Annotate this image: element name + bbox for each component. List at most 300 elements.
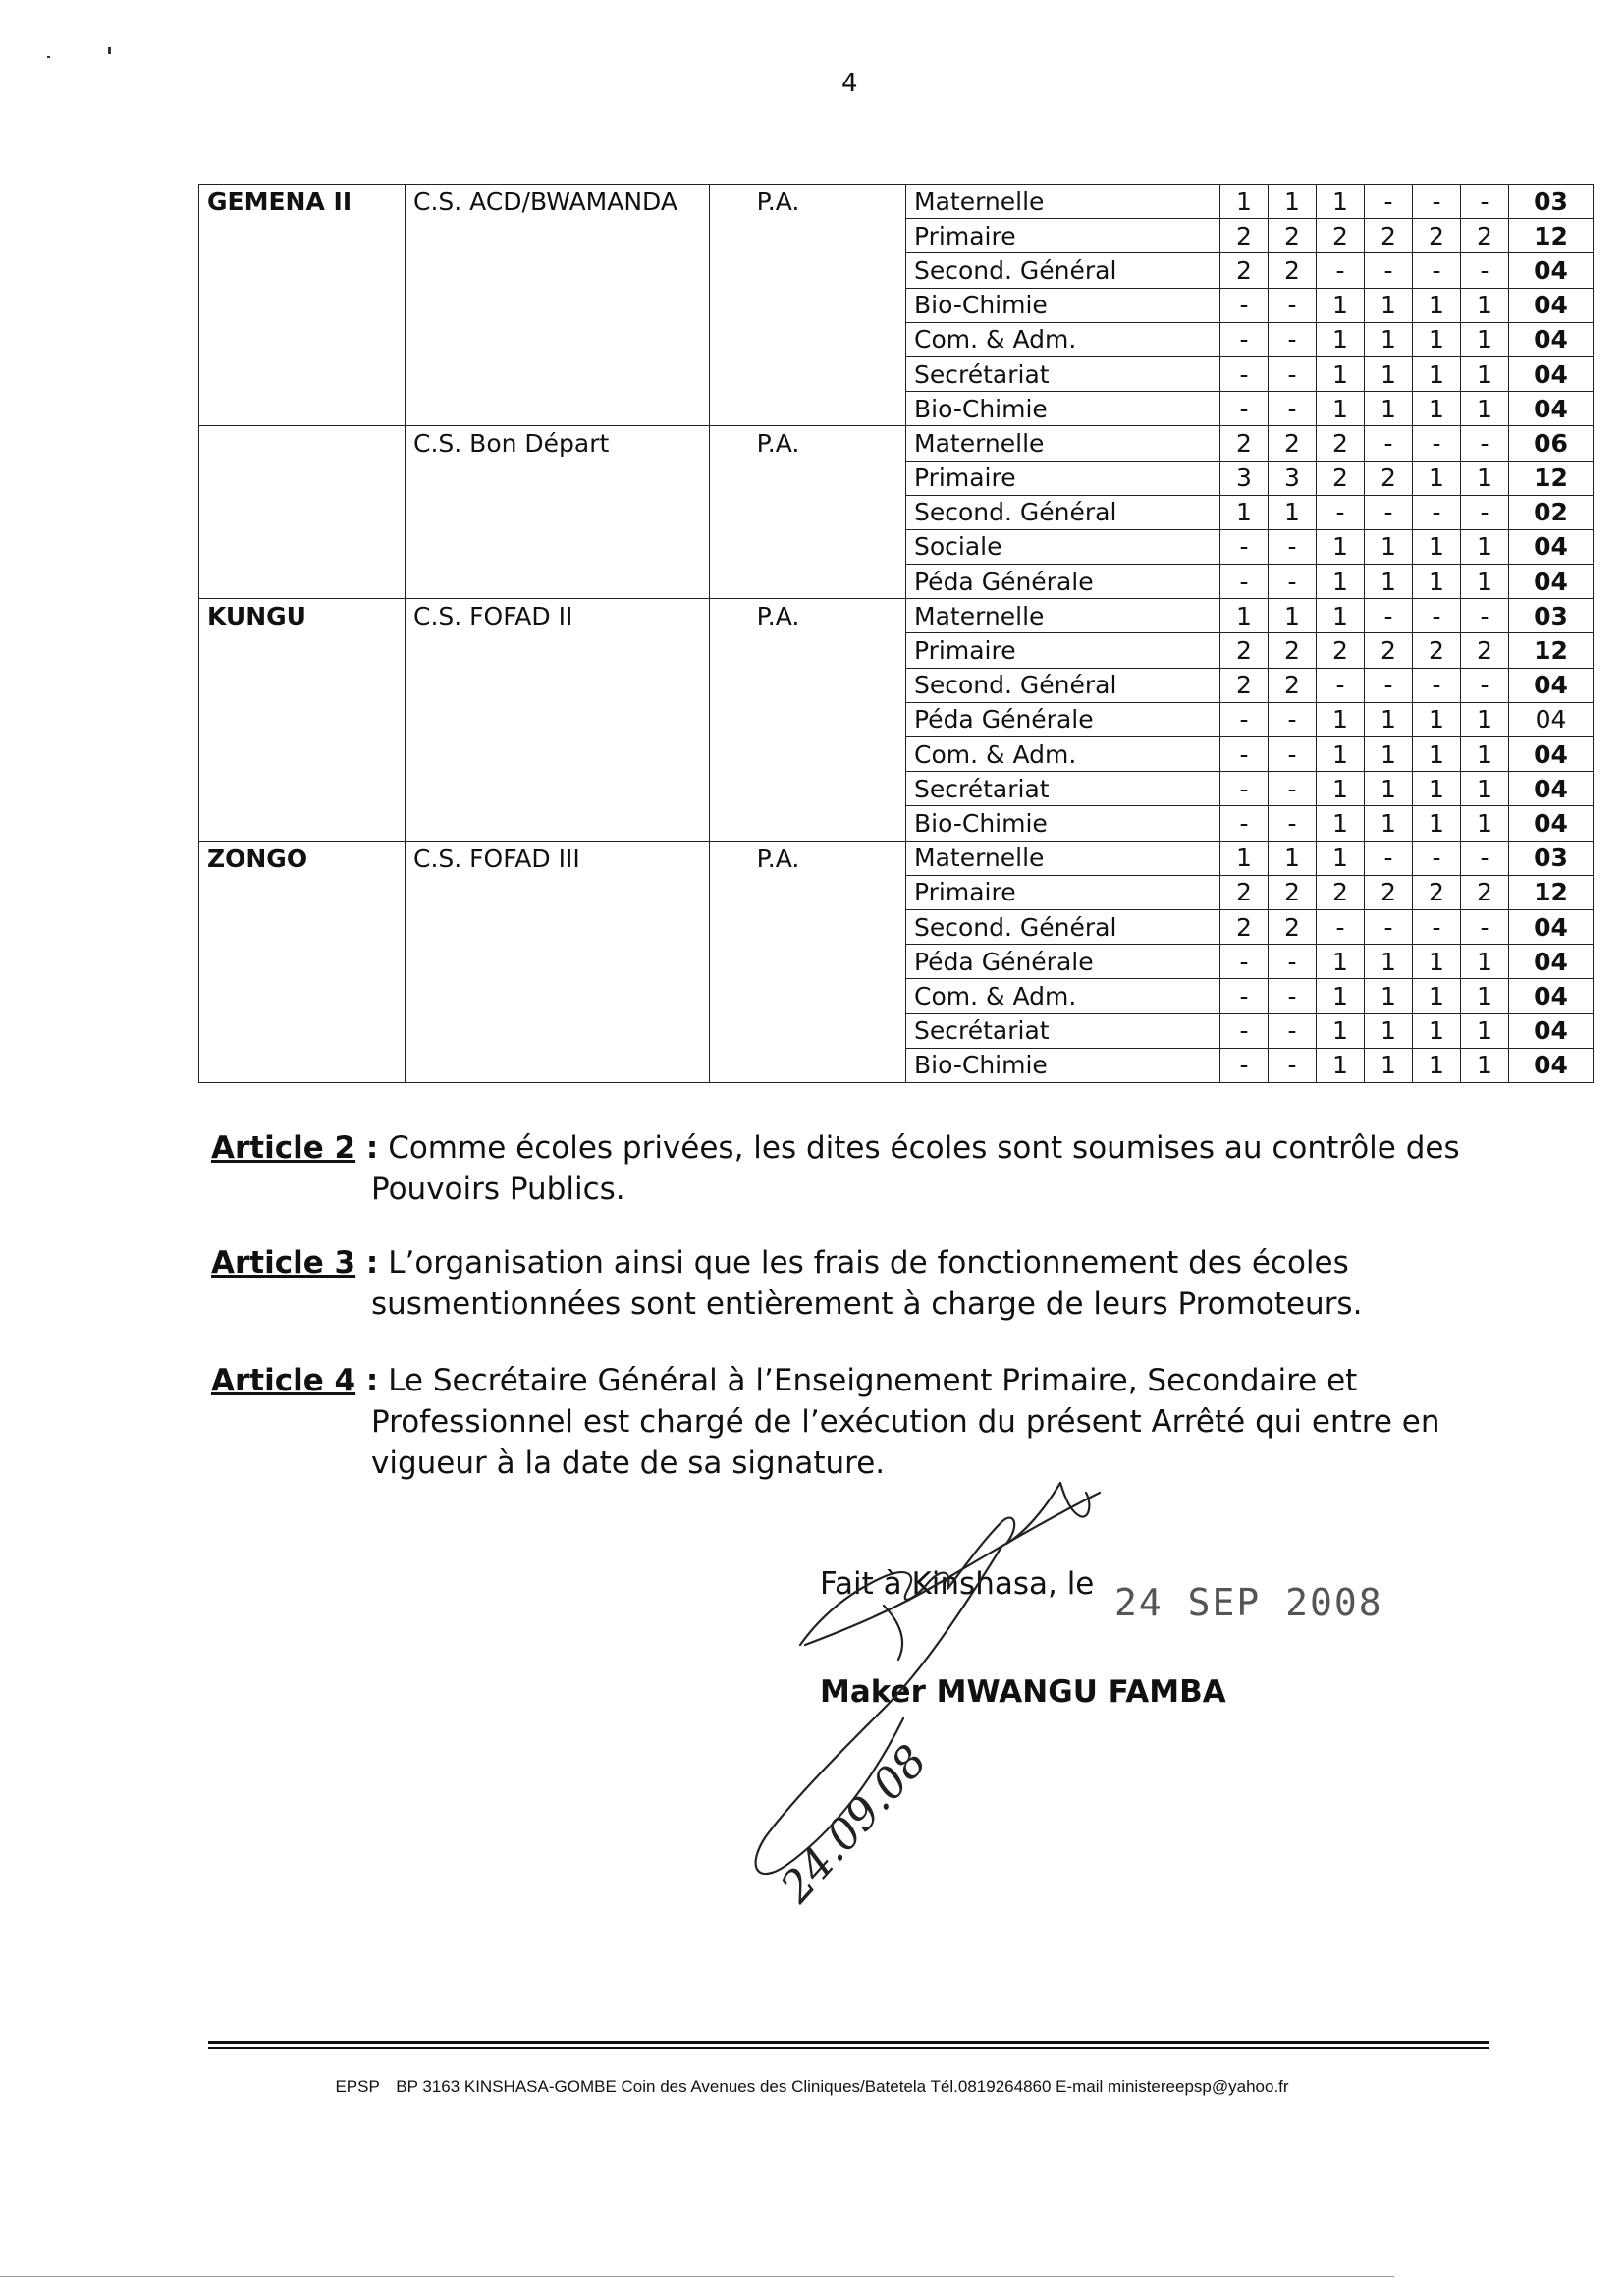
status-cell: P.A. (710, 841, 906, 875)
count-cell: 1 (1317, 1048, 1365, 1082)
status-cell (710, 737, 906, 772)
status-cell (710, 461, 906, 495)
count-cell: 1 (1413, 737, 1461, 772)
section-cell: Sociale (906, 529, 1220, 564)
count-cell: 1 (1317, 979, 1365, 1013)
footer (0, 2077, 1624, 2097)
count-cell: 1 (1413, 461, 1461, 495)
zone-cell (199, 529, 406, 564)
count-cell: - (1461, 909, 1509, 944)
section-cell: Primaire (906, 633, 1220, 668)
count-cell: 2 (1365, 633, 1413, 668)
count-cell: 1 (1365, 356, 1413, 391)
count-cell: - (1269, 356, 1317, 391)
count-cell: 2 (1220, 668, 1269, 702)
table-row (199, 599, 1594, 633)
signatory-name: Maker MWANGU FAMBA (820, 1674, 1226, 1710)
footer-address: BP 3163 KINSHASA-GOMBE Coin des Avenues des Cliniques/Batetela Tél.0819264860 E-mail ministereepsp@yahoo.fr (396, 2077, 1289, 2096)
zone-cell (199, 702, 406, 736)
zone-cell (199, 737, 406, 772)
count-cell: - (1269, 806, 1317, 841)
school-cell (406, 979, 710, 1013)
school-cell (406, 875, 710, 909)
count-cell: - (1269, 392, 1317, 426)
status-cell (710, 702, 906, 736)
school-cell (406, 668, 710, 702)
count-cell: 1 (1461, 322, 1509, 356)
count-cell: - (1461, 495, 1509, 529)
count-cell: 2 (1461, 633, 1509, 668)
table-row (199, 253, 1594, 288)
count-cell: - (1461, 668, 1509, 702)
section-cell: Péda Générale (906, 565, 1220, 599)
count-cell: - (1269, 1048, 1317, 1082)
count-cell: 2 (1413, 219, 1461, 253)
section-cell: Bio-Chimie (906, 288, 1220, 322)
total-cell: 04 (1509, 945, 1594, 979)
school-cell (406, 945, 710, 979)
table-row (199, 737, 1594, 772)
count-cell: 2 (1220, 875, 1269, 909)
count-cell: 2 (1413, 875, 1461, 909)
section-cell: Second. Général (906, 495, 1220, 529)
footer-rule (208, 2047, 1489, 2049)
zone-cell (199, 426, 406, 461)
total-cell: 12 (1509, 875, 1594, 909)
count-cell: 1 (1461, 945, 1509, 979)
zone-cell (199, 461, 406, 495)
schools-table (198, 184, 1594, 1083)
count-cell: - (1413, 426, 1461, 461)
count-cell: 2 (1220, 219, 1269, 253)
zone-cell (199, 392, 406, 426)
status-cell (710, 322, 906, 356)
school-cell: C.S. Bon Départ (406, 426, 710, 461)
count-cell: 1 (1413, 772, 1461, 806)
count-cell: - (1269, 737, 1317, 772)
count-cell: - (1413, 668, 1461, 702)
handwritten-signature (707, 1473, 1257, 1984)
count-cell: 1 (1413, 288, 1461, 322)
total-cell: 04 (1509, 529, 1594, 564)
table-row (199, 426, 1594, 461)
zone-cell: ZONGO (199, 841, 406, 875)
article-text: Le Secrétaire Général à l’Enseignement Primaire, Secondaire et (388, 1363, 1358, 1398)
count-cell: 2 (1269, 875, 1317, 909)
count-cell: 1 (1220, 841, 1269, 875)
count-cell: 1 (1461, 806, 1509, 841)
school-cell (406, 737, 710, 772)
count-cell: 1 (1461, 772, 1509, 806)
status-cell (710, 633, 906, 668)
count-cell: 2 (1365, 461, 1413, 495)
school-cell: C.S. FOFAD III (406, 841, 710, 875)
count-cell: 3 (1269, 461, 1317, 495)
zone-cell (199, 495, 406, 529)
status-cell (710, 945, 906, 979)
count-cell: - (1220, 1048, 1269, 1082)
school-cell (406, 1048, 710, 1082)
section-cell: Com. & Adm. (906, 737, 1220, 772)
table-row (199, 702, 1594, 736)
school-cell (406, 322, 710, 356)
zone-cell (199, 219, 406, 253)
count-cell: 1 (1413, 806, 1461, 841)
total-cell: 06 (1509, 426, 1594, 461)
zone-cell: GEMENA II (199, 185, 406, 219)
count-cell: - (1461, 599, 1509, 633)
count-cell: - (1269, 945, 1317, 979)
count-cell: - (1220, 392, 1269, 426)
article-text: Pouvoirs Publics. (371, 1172, 625, 1207)
count-cell: - (1269, 322, 1317, 356)
status-cell (710, 529, 906, 564)
total-cell: 04 (1509, 392, 1594, 426)
count-cell: 1 (1365, 392, 1413, 426)
school-cell (406, 1013, 710, 1048)
section-cell: Bio-Chimie (906, 392, 1220, 426)
zone-cell (199, 875, 406, 909)
article-text: L’organisation ainsi que les frais de fonctionnement des écoles (388, 1245, 1349, 1281)
status-cell (710, 806, 906, 841)
table-row (199, 185, 1594, 219)
count-cell: 2 (1461, 219, 1509, 253)
count-cell: - (1413, 253, 1461, 288)
count-cell: 1 (1413, 322, 1461, 356)
count-cell: - (1317, 668, 1365, 702)
total-cell: 12 (1509, 633, 1594, 668)
count-cell: 1 (1317, 1013, 1365, 1048)
footer-rule (208, 2041, 1489, 2044)
count-cell: 1 (1413, 392, 1461, 426)
status-cell (710, 1013, 906, 1048)
section-cell: Maternelle (906, 841, 1220, 875)
table-row (199, 806, 1594, 841)
count-cell: - (1220, 806, 1269, 841)
section-cell: Secrétariat (906, 356, 1220, 391)
table-row (199, 772, 1594, 806)
status-cell (710, 1048, 906, 1082)
count-cell: 1 (1365, 322, 1413, 356)
count-cell: 2 (1220, 633, 1269, 668)
count-cell: - (1220, 979, 1269, 1013)
count-cell: - (1413, 841, 1461, 875)
zone-cell (199, 1013, 406, 1048)
count-cell: 1 (1317, 322, 1365, 356)
article-colon: : (355, 1363, 379, 1398)
total-cell: 04 (1509, 1013, 1594, 1048)
count-cell: 1 (1413, 565, 1461, 599)
count-cell: 1 (1461, 1013, 1509, 1048)
count-cell: 2 (1220, 253, 1269, 288)
count-cell: 2 (1269, 633, 1317, 668)
article-text: Comme écoles privées, les dites écoles sont soumises au contrôle des (388, 1130, 1460, 1166)
count-cell: 1 (1461, 1048, 1509, 1082)
count-cell: 1 (1365, 565, 1413, 599)
total-cell: 04 (1509, 253, 1594, 288)
total-cell: 04 (1509, 1048, 1594, 1082)
count-cell: - (1269, 702, 1317, 736)
school-cell (406, 806, 710, 841)
count-cell: 1 (1317, 599, 1365, 633)
count-cell: - (1220, 322, 1269, 356)
count-cell: 1 (1461, 979, 1509, 1013)
total-cell: 04 (1509, 322, 1594, 356)
article-text: Professionnel est chargé de l’exécution du présent Arrêté qui entre en (371, 1404, 1440, 1440)
section-cell: Bio-Chimie (906, 1048, 1220, 1082)
school-cell (406, 772, 710, 806)
status-cell (710, 356, 906, 391)
footer-org: EPSP (335, 2077, 380, 2096)
section-cell: Péda Générale (906, 945, 1220, 979)
count-cell: - (1461, 253, 1509, 288)
section-cell: Primaire (906, 875, 1220, 909)
total-cell: 04 (1509, 668, 1594, 702)
count-cell: - (1220, 737, 1269, 772)
count-cell: 1 (1220, 495, 1269, 529)
total-cell: 04 (1509, 702, 1594, 736)
count-cell: 1 (1413, 356, 1461, 391)
scan-speck (108, 47, 111, 54)
table-row (199, 909, 1594, 944)
section-cell: Secrétariat (906, 772, 1220, 806)
section-cell: Primaire (906, 461, 1220, 495)
count-cell: - (1365, 253, 1413, 288)
count-cell: - (1220, 1013, 1269, 1048)
status-cell: P.A. (710, 185, 906, 219)
school-cell (406, 529, 710, 564)
count-cell: 1 (1461, 565, 1509, 599)
article-label: Article 2 (211, 1130, 356, 1166)
total-cell: 04 (1509, 288, 1594, 322)
count-cell: 2 (1220, 909, 1269, 944)
table-row (199, 841, 1594, 875)
page-number: 4 (841, 69, 858, 98)
total-cell: 12 (1509, 219, 1594, 253)
count-cell: 1 (1317, 392, 1365, 426)
table-row (199, 668, 1594, 702)
count-cell: 1 (1317, 702, 1365, 736)
count-cell: - (1461, 841, 1509, 875)
section-cell: Com. & Adm. (906, 979, 1220, 1013)
school-cell: C.S. ACD/BWAMANDA (406, 185, 710, 219)
table-row (199, 1013, 1594, 1048)
count-cell: - (1220, 772, 1269, 806)
handwritten-date: 24.09.08 (771, 1735, 938, 1913)
count-cell: 1 (1413, 529, 1461, 564)
count-cell: - (1365, 495, 1413, 529)
school-cell (406, 461, 710, 495)
count-cell: 1 (1365, 1013, 1413, 1048)
scan-edge-line (0, 2276, 1394, 2277)
count-cell: - (1269, 529, 1317, 564)
count-cell: 2 (1269, 219, 1317, 253)
article-text: vigueur à la date de sa signature. (371, 1445, 886, 1481)
status-cell (710, 392, 906, 426)
table-row (199, 322, 1594, 356)
count-cell: - (1220, 529, 1269, 564)
count-cell: 1 (1413, 945, 1461, 979)
count-cell: - (1269, 979, 1317, 1013)
status-cell (710, 253, 906, 288)
school-cell: C.S. FOFAD II (406, 599, 710, 633)
table-row (199, 1048, 1594, 1082)
count-cell: 1 (1461, 702, 1509, 736)
school-cell (406, 565, 710, 599)
count-cell: 1 (1269, 841, 1317, 875)
count-cell: 1 (1365, 702, 1413, 736)
zone-cell (199, 633, 406, 668)
zone-cell (199, 806, 406, 841)
section-cell: Second. Général (906, 253, 1220, 288)
count-cell: 1 (1365, 806, 1413, 841)
count-cell: - (1220, 565, 1269, 599)
count-cell: - (1413, 495, 1461, 529)
article-2 (211, 1127, 1460, 1210)
table-row (199, 356, 1594, 391)
place-date-text: Fait à Kinshasa, le (820, 1566, 1095, 1602)
count-cell: 2 (1269, 909, 1317, 944)
count-cell: 2 (1365, 219, 1413, 253)
zone-cell (199, 565, 406, 599)
school-cell (406, 909, 710, 944)
total-cell: 04 (1509, 356, 1594, 391)
count-cell: - (1269, 772, 1317, 806)
school-cell (406, 633, 710, 668)
table-row (199, 979, 1594, 1013)
count-cell: 2 (1269, 253, 1317, 288)
count-cell: 1 (1365, 772, 1413, 806)
count-cell: 1 (1317, 737, 1365, 772)
table-row (199, 875, 1594, 909)
count-cell: 1 (1220, 599, 1269, 633)
status-cell: P.A. (710, 426, 906, 461)
section-cell: Péda Générale (906, 702, 1220, 736)
count-cell: - (1413, 909, 1461, 944)
school-cell (406, 253, 710, 288)
count-cell: 1 (1365, 979, 1413, 1013)
zone-cell (199, 772, 406, 806)
count-cell: 1 (1413, 979, 1461, 1013)
school-cell (406, 702, 710, 736)
school-cell (406, 219, 710, 253)
count-cell: 1 (1461, 529, 1509, 564)
table-row (199, 288, 1594, 322)
status-cell (710, 288, 906, 322)
count-cell: - (1365, 841, 1413, 875)
count-cell: 1 (1317, 356, 1365, 391)
article-text: susmentionnées sont entièrement à charge de leurs Promoteurs. (371, 1286, 1363, 1322)
total-cell: 04 (1509, 979, 1594, 1013)
count-cell: 1 (1317, 565, 1365, 599)
count-cell: 1 (1365, 1048, 1413, 1082)
status-cell (710, 219, 906, 253)
count-cell: 1 (1365, 288, 1413, 322)
section-cell: Maternelle (906, 185, 1220, 219)
status-cell: P.A. (710, 599, 906, 633)
count-cell: 1 (1365, 945, 1413, 979)
count-cell: 2 (1317, 461, 1365, 495)
table-row (199, 565, 1594, 599)
count-cell: 1 (1269, 599, 1317, 633)
count-cell: - (1365, 426, 1413, 461)
article-colon: : (355, 1130, 379, 1166)
count-cell: - (1220, 288, 1269, 322)
count-cell: 1 (1365, 737, 1413, 772)
table-row (199, 392, 1594, 426)
zone-cell: KUNGU (199, 599, 406, 633)
count-cell: - (1365, 668, 1413, 702)
count-cell: 2 (1317, 219, 1365, 253)
count-cell: 2 (1365, 875, 1413, 909)
count-cell: - (1413, 599, 1461, 633)
count-cell: 1 (1413, 702, 1461, 736)
article-label: Article 4 (211, 1363, 356, 1398)
status-cell (710, 875, 906, 909)
count-cell: 1 (1317, 288, 1365, 322)
count-cell: 1 (1461, 461, 1509, 495)
count-cell: 1 (1461, 392, 1509, 426)
count-cell: 2 (1269, 668, 1317, 702)
count-cell: 2 (1220, 426, 1269, 461)
count-cell: 2 (1317, 426, 1365, 461)
count-cell: - (1365, 185, 1413, 219)
total-cell: 03 (1509, 841, 1594, 875)
count-cell: 2 (1317, 875, 1365, 909)
section-cell: Maternelle (906, 426, 1220, 461)
section-cell: Maternelle (906, 599, 1220, 633)
count-cell: 1 (1269, 495, 1317, 529)
total-cell: 12 (1509, 461, 1594, 495)
count-cell: - (1461, 185, 1509, 219)
scan-speck (47, 56, 50, 58)
status-cell (710, 979, 906, 1013)
zone-cell (199, 356, 406, 391)
zone-cell (199, 322, 406, 356)
school-cell (406, 288, 710, 322)
count-cell: - (1365, 909, 1413, 944)
total-cell: 04 (1509, 737, 1594, 772)
count-cell: 1 (1220, 185, 1269, 219)
section-cell: Com. & Adm. (906, 322, 1220, 356)
total-cell: 04 (1509, 909, 1594, 944)
count-cell: - (1220, 945, 1269, 979)
count-cell: 1 (1317, 945, 1365, 979)
school-cell (406, 495, 710, 529)
article-colon: : (355, 1245, 379, 1281)
date-stamp: 24 SEP 2008 (1114, 1581, 1383, 1624)
article-3 (211, 1242, 1362, 1325)
status-cell (710, 909, 906, 944)
status-cell (710, 668, 906, 702)
table-row (199, 461, 1594, 495)
zone-cell (199, 253, 406, 288)
section-cell: Second. Général (906, 668, 1220, 702)
count-cell: - (1317, 253, 1365, 288)
school-cell (406, 356, 710, 391)
total-cell: 04 (1509, 806, 1594, 841)
count-cell: 1 (1461, 737, 1509, 772)
school-cell (406, 392, 710, 426)
count-cell: 1 (1317, 529, 1365, 564)
count-cell: 3 (1220, 461, 1269, 495)
status-cell (710, 772, 906, 806)
article-label: Article 3 (211, 1245, 356, 1281)
table-row (199, 633, 1594, 668)
section-cell: Bio-Chimie (906, 806, 1220, 841)
count-cell: 1 (1461, 288, 1509, 322)
count-cell: 1 (1461, 356, 1509, 391)
